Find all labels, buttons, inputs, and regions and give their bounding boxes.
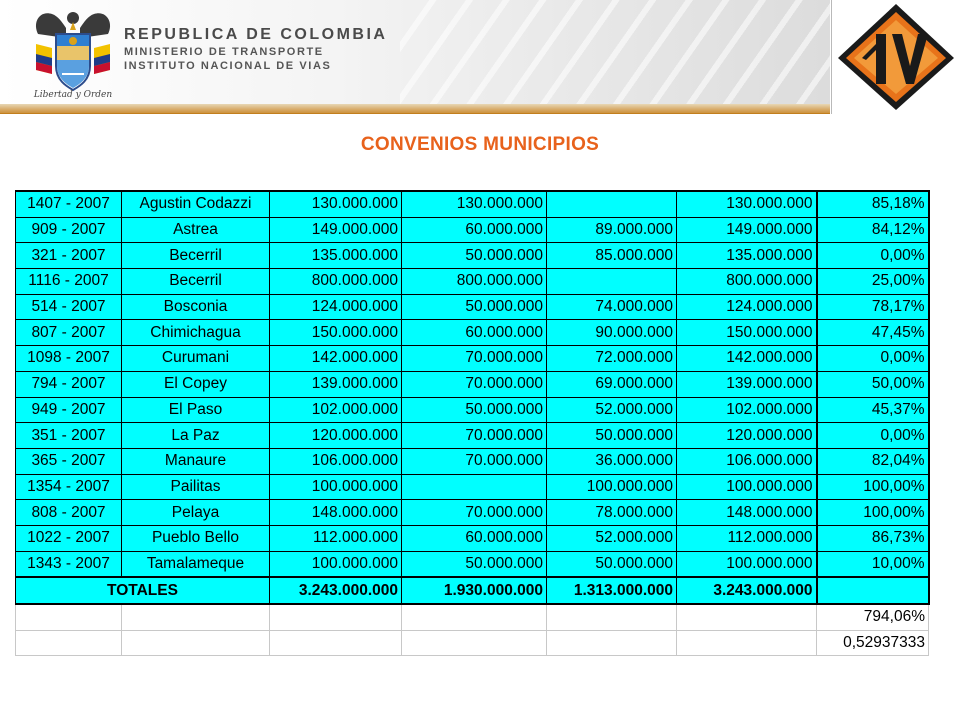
value-invias-cell: 70.000.000 <box>402 500 547 526</box>
ratio-value: 0,52937333 <box>817 630 929 656</box>
value-total-cell: 102.000.000 <box>270 397 402 423</box>
municipality-cell: Tamalameque <box>122 551 270 577</box>
value-invias-cell: 130.000.000 <box>402 191 547 217</box>
value-invias-cell <box>402 474 547 500</box>
value-invias-cell: 50.000.000 <box>402 397 547 423</box>
table-row <box>16 500 929 526</box>
table-row <box>16 346 929 372</box>
value-total-cell: 149.000.000 <box>270 217 402 243</box>
municipality-cell: Pelaya <box>122 500 270 526</box>
contract-number-cell: 514 - 2007 <box>16 294 122 320</box>
banner-decoration <box>400 0 830 114</box>
convenios-table <box>15 190 930 656</box>
value-municipio-cell: 90.000.000 <box>547 320 677 346</box>
extra-row-sum <box>16 604 929 630</box>
totals-label: TOTALES <box>16 577 270 604</box>
value-municipio-cell: 78.000.000 <box>547 500 677 526</box>
banner-divider <box>0 113 830 114</box>
progress-pct-cell: 82,04% <box>817 448 929 474</box>
value-total-cell: 106.000.000 <box>270 448 402 474</box>
invias-logo-box <box>831 0 960 114</box>
value-convenio-cell: 800.000.000 <box>677 269 817 295</box>
value-municipio-cell: 85.000.000 <box>547 243 677 269</box>
value-municipio-cell: 100.000.000 <box>547 474 677 500</box>
value-convenio-cell: 102.000.000 <box>677 397 817 423</box>
progress-pct-cell: 100,00% <box>817 474 929 500</box>
ministry-name: MINISTERIO DE TRANSPORTE <box>124 46 324 58</box>
table-row <box>16 525 929 551</box>
municipality-cell: Agustin Codazzi <box>122 191 270 217</box>
table-row <box>16 423 929 449</box>
table-row <box>16 448 929 474</box>
progress-pct-cell: 47,45% <box>817 320 929 346</box>
municipality-cell: Bosconia <box>122 294 270 320</box>
contract-number-cell: 949 - 2007 <box>16 397 122 423</box>
value-convenio-cell: 100.000.000 <box>677 474 817 500</box>
value-invias-cell: 800.000.000 <box>402 269 547 295</box>
municipality-cell: Becerril <box>122 269 270 295</box>
value-convenio-cell: 149.000.000 <box>677 217 817 243</box>
value-total-cell: 135.000.000 <box>270 243 402 269</box>
contract-number-cell: 909 - 2007 <box>16 217 122 243</box>
value-convenio-cell: 142.000.000 <box>677 346 817 372</box>
contract-number-cell: 807 - 2007 <box>16 320 122 346</box>
municipality-cell: Pailitas <box>122 474 270 500</box>
institute-name: INSTITUTO NACIONAL DE VIAS <box>124 60 332 72</box>
contract-number-cell: 808 - 2007 <box>16 500 122 526</box>
contract-number-cell: 321 - 2007 <box>16 243 122 269</box>
value-total-cell: 120.000.000 <box>270 423 402 449</box>
value-invias-cell: 50.000.000 <box>402 243 547 269</box>
page-title: CONVENIOS MUNICIPIOS <box>360 134 600 155</box>
value-convenio-cell: 106.000.000 <box>677 448 817 474</box>
table-row <box>16 217 929 243</box>
table-row <box>16 320 929 346</box>
value-convenio-cell: 130.000.000 <box>677 191 817 217</box>
value-convenio-cell: 124.000.000 <box>677 294 817 320</box>
value-invias-cell: 60.000.000 <box>402 217 547 243</box>
value-municipio-cell: 72.000.000 <box>547 346 677 372</box>
progress-pct-cell: 86,73% <box>817 525 929 551</box>
table-row <box>16 474 929 500</box>
country-name: REPUBLICA DE COLOMBIA <box>124 26 388 43</box>
table-row <box>16 191 929 217</box>
progress-pct-cell: 0,00% <box>817 346 929 372</box>
value-municipio-cell: 52.000.000 <box>547 397 677 423</box>
value-invias-cell: 60.000.000 <box>402 320 547 346</box>
sum-percentage: 794,06% <box>817 604 929 630</box>
value-total-cell: 112.000.000 <box>270 525 402 551</box>
value-total-cell: 130.000.000 <box>270 191 402 217</box>
extra-row-ratio <box>16 630 929 656</box>
value-total-cell: 800.000.000 <box>270 269 402 295</box>
table-row <box>16 551 929 577</box>
institution-title <box>124 25 387 73</box>
contract-number-cell: 365 - 2007 <box>16 448 122 474</box>
contract-number-cell: 1116 - 2007 <box>16 269 122 295</box>
contract-number-cell: 794 - 2007 <box>16 371 122 397</box>
progress-pct-cell: 25,00% <box>817 269 929 295</box>
value-invias-cell: 70.000.000 <box>402 346 547 372</box>
value-invias-cell: 60.000.000 <box>402 525 547 551</box>
table-row <box>16 243 929 269</box>
table-row <box>16 294 929 320</box>
invias-logo-icon <box>832 0 960 114</box>
progress-pct-cell: 0,00% <box>817 243 929 269</box>
value-convenio-cell: 112.000.000 <box>677 525 817 551</box>
header-banner <box>0 0 830 114</box>
municipality-cell: Astrea <box>122 217 270 243</box>
municipality-cell: Curumani <box>122 346 270 372</box>
municipality-cell: El Paso <box>122 397 270 423</box>
totals-row <box>16 577 929 604</box>
value-municipio-cell: 52.000.000 <box>547 525 677 551</box>
contract-number-cell: 1354 - 2007 <box>16 474 122 500</box>
progress-pct-cell: 10,00% <box>817 551 929 577</box>
value-municipio-cell: 50.000.000 <box>547 551 677 577</box>
totals-col5: 1.313.000.000 <box>547 577 677 604</box>
contract-number-cell: 1407 - 2007 <box>16 191 122 217</box>
progress-pct-cell: 45,37% <box>817 397 929 423</box>
value-invias-cell: 70.000.000 <box>402 448 547 474</box>
table-body <box>16 191 929 577</box>
value-invias-cell: 50.000.000 <box>402 294 547 320</box>
table-row <box>16 397 929 423</box>
municipality-cell: Chimichagua <box>122 320 270 346</box>
municipality-cell: El Copey <box>122 371 270 397</box>
value-invias-cell: 70.000.000 <box>402 371 547 397</box>
progress-pct-cell: 85,18% <box>817 191 929 217</box>
value-convenio-cell: 135.000.000 <box>677 243 817 269</box>
contract-number-cell: 351 - 2007 <box>16 423 122 449</box>
table-row <box>16 371 929 397</box>
municipality-cell: La Paz <box>122 423 270 449</box>
value-total-cell: 150.000.000 <box>270 320 402 346</box>
municipality-cell: Manaure <box>122 448 270 474</box>
value-convenio-cell: 139.000.000 <box>677 371 817 397</box>
value-convenio-cell: 148.000.000 <box>677 500 817 526</box>
municipality-cell: Becerril <box>122 243 270 269</box>
value-invias-cell: 70.000.000 <box>402 423 547 449</box>
value-municipio-cell: 74.000.000 <box>547 294 677 320</box>
totals-col4: 1.930.000.000 <box>402 577 547 604</box>
progress-pct-cell: 0,00% <box>817 423 929 449</box>
value-total-cell: 100.000.000 <box>270 551 402 577</box>
table-row <box>16 269 929 295</box>
value-total-cell: 124.000.000 <box>270 294 402 320</box>
value-total-cell: 139.000.000 <box>270 371 402 397</box>
value-total-cell: 142.000.000 <box>270 346 402 372</box>
progress-pct-cell: 84,12% <box>817 217 929 243</box>
value-convenio-cell: 150.000.000 <box>677 320 817 346</box>
totals-col6: 3.243.000.000 <box>677 577 817 604</box>
value-municipio-cell <box>547 269 677 295</box>
totals-col3: 3.243.000.000 <box>270 577 402 604</box>
value-municipio-cell: 69.000.000 <box>547 371 677 397</box>
value-total-cell: 148.000.000 <box>270 500 402 526</box>
progress-pct-cell: 50,00% <box>817 371 929 397</box>
totals-pct-empty <box>817 577 929 604</box>
progress-pct-cell: 78,17% <box>817 294 929 320</box>
contract-number-cell: 1022 - 2007 <box>16 525 122 551</box>
value-municipio-cell: 50.000.000 <box>547 423 677 449</box>
value-convenio-cell: 100.000.000 <box>677 551 817 577</box>
value-municipio-cell: 36.000.000 <box>547 448 677 474</box>
municipality-cell: Pueblo Bello <box>122 525 270 551</box>
value-municipio-cell <box>547 191 677 217</box>
contract-number-cell: 1098 - 2007 <box>16 346 122 372</box>
value-convenio-cell: 120.000.000 <box>677 423 817 449</box>
contract-number-cell: 1343 - 2007 <box>16 551 122 577</box>
progress-pct-cell: 100,00% <box>817 500 929 526</box>
value-total-cell: 100.000.000 <box>270 474 402 500</box>
value-invias-cell: 50.000.000 <box>402 551 547 577</box>
value-municipio-cell: 89.000.000 <box>547 217 677 243</box>
motto-text: Libertad y Orden <box>33 90 113 100</box>
